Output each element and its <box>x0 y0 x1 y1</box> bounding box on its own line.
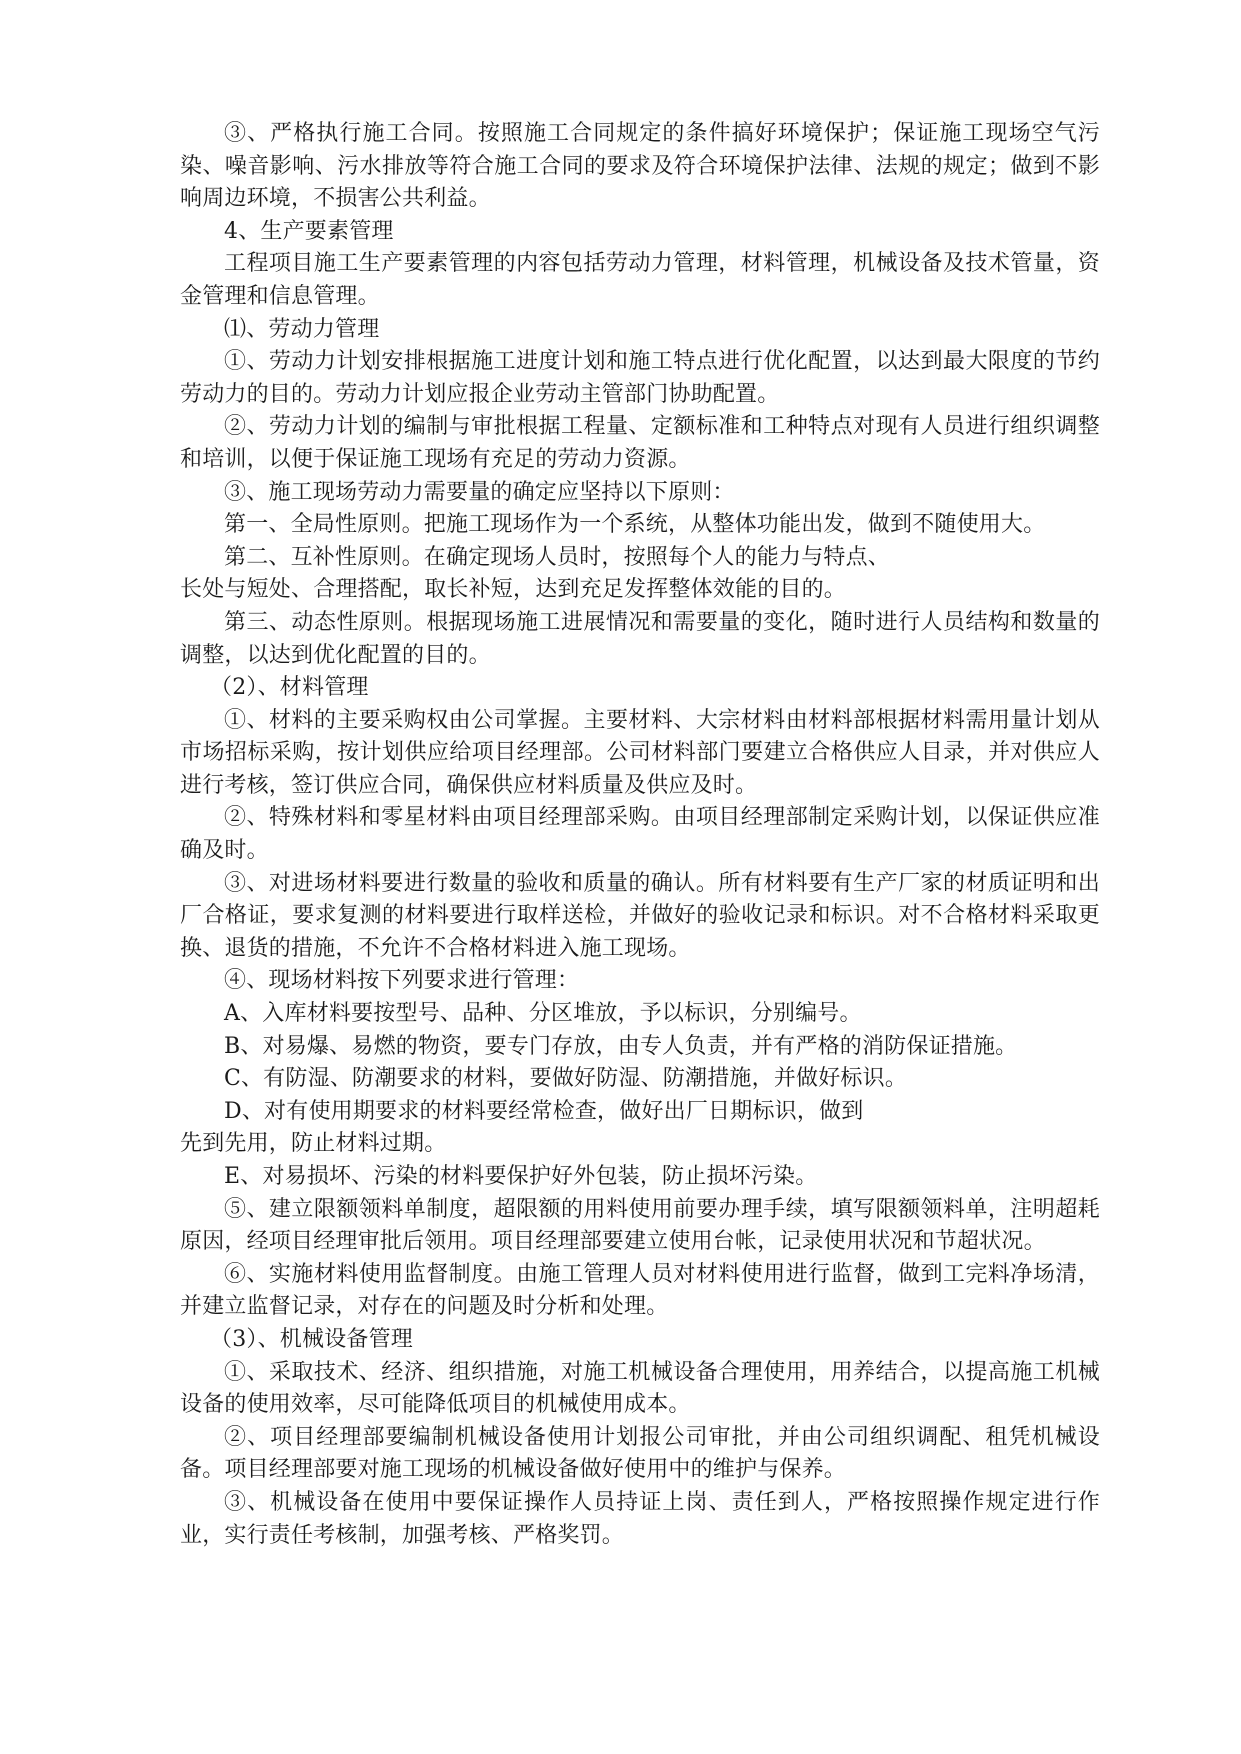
paragraph: ③、施工现场劳动力需要量的确定应坚持以下原则： <box>224 479 735 505</box>
paragraph: ①、采取技术、经济、组织措施，对施工机械设备合理使用，用养结合，以提高施工机械设备的使用效率，尽可能降低项目的机械使用成本。 <box>180 1359 1100 1418</box>
paragraph: ④、现场材料按下列要求进行管理： <box>224 968 580 994</box>
paragraph: ①、材料的主要采购权由公司掌握。主要材料、大宗材料由材料部根据材料需用量计划从市场招标采购，按计划供应给项目经理部。公司材料部门要建立合格供应人目录，并对供应人进行考核，签订供应合同，确保供应材料质量及供应及时。 <box>180 707 1100 798</box>
paragraph: 第二、互补性原则。在确定现场人员时，按照每个人的能力与特点、 <box>224 544 891 570</box>
paragraph: 工程项目施工生产要素管理的内容包括劳动力管理，材料管理，机械设备及技术管量，资金管理和信息管理。 <box>180 251 1100 309</box>
paragraph: ⑥、实施材料使用监督制度。由施工管理人员对材料使用进行监督，做到工完料净场清，并建立监督记录，对存在的问题及时分析和处理。 <box>180 1261 1100 1320</box>
subsection-heading: ⑴、劳动力管理 <box>224 316 380 342</box>
section-heading: 4、生产要素管理 <box>224 218 394 244</box>
list-item: E、对易损坏、污染的材料要保护好外包装，防止损坏污染。 <box>224 1164 818 1189</box>
paragraph-continuation: 先到先用，防止材料过期。 <box>180 1131 447 1157</box>
paragraph: 第三、动态性原则。根据现场施工进展情况和需要量的变化，随时进行人员结构和数量的调整，以达到优化配置的目的。 <box>180 609 1100 668</box>
paragraph: ③、严格执行施工合同。按照施工合同规定的条件搞好环境保护；保证施工现场空气污染、噪音影响、污水排放等符合施工合同的要求及符合环境保护法律、法规的规定；做到不影响周边环境，不损害公共利益。 <box>180 121 1100 212</box>
paragraph: ②、劳动力计划的编制与审批根据工程量、定额标准和工种特点对现有人员进行组织调整和培训，以便于保证施工现场有充足的劳动力资源。 <box>180 414 1100 472</box>
list-item: D、对有使用期要求的材料要经常检查，做好出厂日期标识，做到 <box>224 1098 864 1124</box>
paragraph: ③、对进场材料要进行数量的验收和质量的确认。所有材料要有生产厂家的材质证明和出厂合格证，要求复测的材料要进行取样送检，并做好的验收记录和标识。对不合格材料采取更换、退货的措施，不允许不合格材料进入施工现场。 <box>180 870 1100 961</box>
paragraph: 第一、全局性原则。把施工现场作为一个系统，从整体功能出发，做到不随使用大。 <box>224 512 1046 538</box>
subsection-heading: （2）、材料管理 <box>210 675 369 701</box>
subsection-heading: （3）、机械设备管理 <box>210 1326 413 1352</box>
paragraph: ①、劳动力计划安排根据施工进度计划和施工特点进行优化配置，以达到最大限度的节约劳动力的目的。劳动力计划应报企业劳动主管部门协助配置。 <box>180 349 1100 407</box>
paragraph-continuation: 长处与短处、合理搭配，取长补短，达到充足发挥整体效能的目的。 <box>180 577 847 603</box>
list-item: C、有防湿、防潮要求的材料，要做好防湿、防潮措施，并做好标识。 <box>224 1066 908 1092</box>
document-page <box>180 118 1100 1552</box>
paragraph: ③、机械设备在使用中要保证操作人员持证上岗、责任到人，严格按照操作规定进行作业，实行责任考核制，加强考核、严格奖罚。 <box>180 1489 1100 1548</box>
list-item: B、对易爆、易燃的物资，要专门存放，由专人负责，并有严格的消防保证措施。 <box>224 1033 1018 1059</box>
list-item: A、入库材料要按型号、品种、分区堆放，予以标识，分别编号。 <box>224 1001 862 1027</box>
paragraph: ⑤、建立限额领料单制度，超限额的用料使用前要办理手续，填写限额领料单，注明超耗原因，经项目经理审批后领用。项目经理部要建立使用台帐，记录使用状况和节超状况。 <box>180 1196 1100 1255</box>
paragraph: ②、项目经理部要编制机械设备使用计划报公司审批，并由公司组织调配、租凭机械设备。项目经理部要对施工现场的机械设备做好使用中的维护与保养。 <box>180 1424 1100 1483</box>
paragraph: ②、特殊材料和零星材料由项目经理部采购。由项目经理部制定采购计划，以保证供应准确及时。 <box>180 805 1100 864</box>
